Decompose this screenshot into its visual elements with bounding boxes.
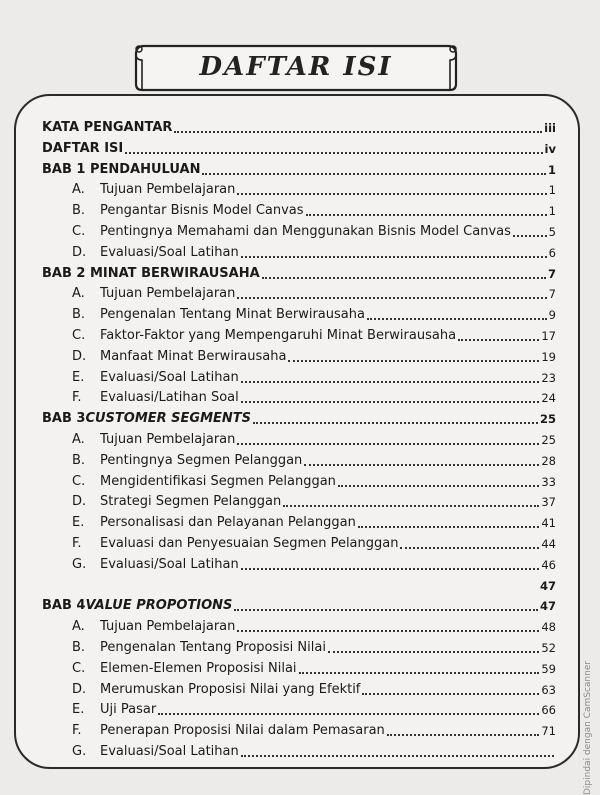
toc-label: Pengenalan Tentang Proposisi Nilai [100,640,326,655]
toc-page-number: 25 [541,433,556,447]
dot-leader [513,232,547,237]
toc-page-number: 48 [541,620,556,635]
toc-page-number: 47 [539,599,556,614]
toc-letter: F. [72,536,82,551]
dot-leader [458,336,539,341]
toc-subentry [72,366,556,386]
toc-page-number: 41 [541,516,556,531]
dot-leader [262,274,546,279]
dot-leader [237,440,539,445]
toc-label: Manfaat Minat Berwirausaha [100,348,287,364]
toc-label: Evaluasi/Soal Latihan [100,369,239,385]
toc-subentry [72,532,556,552]
toc-subentry [72,449,556,469]
toc-label: BAB 4 [42,598,86,614]
toc-entry [42,137,556,157]
dot-leader [253,419,538,424]
toc-letter: D. [72,681,87,697]
toc-label: Personalisasi dan Pelayanan Pelanggan [100,515,356,531]
dot-leader [125,149,542,154]
dot-leader [362,690,539,695]
toc-subentry [72,657,556,677]
dot-leader [234,606,538,611]
dot-leader [237,627,539,632]
toc-subentry [72,303,556,323]
toc-letter: C. [72,473,86,489]
toc-letter: F. [72,723,82,739]
toc-label: Pengantar Bisnis Model Canvas [100,203,304,219]
toc-page-number: 44 [541,537,556,551]
toc-page-number: 17 [541,329,556,343]
toc-letter: C. [72,328,86,343]
toc-label: Pengenalan Tentang Minat Berwirausaha [100,307,365,323]
toc-letter: B. [72,307,86,323]
toc-letter: E. [72,702,85,718]
toc-label: Tujuan Pembelajaran [100,432,236,447]
toc-letter: A. [72,182,85,198]
toc-subentry [72,511,556,531]
dot-leader [328,648,539,653]
toc-page-number: 59 [541,661,556,676]
toc-page-number: 7 [547,266,556,281]
toc-label: Uji Pasar [100,702,157,718]
toc-letter: E. [72,515,85,531]
toc-letter: A. [72,619,85,635]
toc-label: Tujuan Pembelajaran [100,619,236,635]
dot-leader [367,315,547,320]
toc-letter: C. [72,224,86,239]
toc-subentry [72,220,556,240]
dot-leader [306,211,547,216]
toc-page-number: 19 [541,349,556,364]
toc-letter: D. [72,244,87,260]
dot-leader [241,378,540,383]
dot-leader [358,523,540,528]
toc-letter: E. [72,369,85,385]
toc-page-number: 25 [539,412,556,427]
toc-label: BAB 1 PENDAHULUAN [42,161,201,177]
toc-letter: A. [72,286,85,302]
toc-page-number: iv [544,141,556,156]
dot-leader [174,128,542,133]
toc-entry [42,158,556,178]
toc-letter: D. [72,348,87,364]
dot-leader [283,502,539,507]
dot-leader [241,398,540,403]
toc-page-number: 1 [547,162,556,177]
dot-leader [400,544,539,549]
toc-page-number: 6 [548,245,556,260]
toc-page-number: 1 [548,204,556,219]
toc-label: Strategi Segmen Pelanggan [100,494,282,510]
toc-subentry [72,490,556,510]
toc-subentry [72,470,556,490]
toc-entry [42,116,556,136]
toc-label: BAB 3 [42,411,86,427]
toc-label: Penerapan Proposisi Nilai dalam Pemasaran [100,723,385,739]
scanner-watermark: Dipindai dengan CamScanner [583,660,593,795]
toc-page-number: 5 [548,225,556,239]
toc-label: Merumuskan Proposisi Nilai yang Efektif [100,681,361,697]
toc-letter: B. [72,640,86,655]
toc-entry [42,262,556,282]
toc-label: BAB 2 MINAT BERWIRAUSAHA [42,265,260,281]
toc-subentry [72,740,556,760]
toc-page-number: 46 [541,557,556,572]
toc-letter: B. [72,452,86,468]
toc-label: Evaluasi/Latihan Soal [100,390,239,406]
toc-page-number: iii [544,121,556,135]
toc-label: Pentingnya Memahami dan Menggunakan Bisnis Model Canvas [100,224,511,239]
toc-page-number: 71 [541,724,556,739]
toc-subentry [72,428,556,448]
toc-letter: B. [72,203,86,219]
toc-page-number: 9 [548,308,556,323]
toc-subentry [72,678,556,698]
toc-label: Tujuan Pembelajaran [100,182,236,198]
toc-subentry [72,615,556,635]
toc-label: Elemen-Elemen Proposisi Nilai [100,660,297,676]
toc-page-number: 33 [541,474,556,489]
toc-subentry [72,553,556,573]
toc-subentry [72,345,556,365]
dot-leader [338,482,539,487]
toc-label: Pentingnya Segmen Pelanggan [100,452,303,468]
toc-subentry [72,199,556,219]
dot-leader [241,752,554,757]
toc-subentry [72,282,556,302]
toc-subentry [72,241,556,261]
toc-letter: G. [72,556,87,572]
toc-label: Evaluasi/Soal Latihan [100,744,239,759]
dot-leader [202,170,546,175]
toc-label: KATA PENGANTAR [42,120,173,135]
toc-subentry [72,386,556,406]
dot-leader [387,731,540,736]
toc-page-number: 28 [541,453,556,468]
dot-leader [299,669,540,674]
toc-label: DAFTAR ISI [42,140,124,156]
page-title: DAFTAR ISI [199,52,393,82]
toc-subentry [72,324,556,344]
toc-label: Faktor-Faktor yang Mempengaruhi Minat Berwirausaha [100,328,457,343]
toc-letter: D. [72,494,87,510]
dot-leader [241,565,540,570]
toc-subentry [72,636,556,656]
toc-letter: F. [72,390,82,406]
toc-subentry [72,698,556,718]
toc-page-number: 47 [539,578,556,593]
dot-leader [304,461,539,466]
toc-page-number: 1 [548,183,556,198]
toc-label: Mengidentifikasi Segmen Pelanggan [100,473,336,489]
toc-page-number: 24 [541,391,556,406]
toc-entry [42,407,556,427]
toc-subentry [72,719,556,739]
toc-page-number: 7 [548,287,556,302]
toc-label: Evaluasi/Soal Latihan [100,556,239,572]
toc-label-italic: CUSTOMER SEGMENTS [85,411,252,427]
toc-label: Evaluasi dan Penyesuaian Segmen Pelanggan [100,536,399,551]
dot-leader [241,253,547,258]
toc-page-number: 52 [541,641,556,655]
toc-label-italic: VALUE PROPOTIONS [85,598,233,614]
toc-subentry [72,178,556,198]
dot-leader [288,357,539,362]
toc-page-number: 66 [541,703,556,718]
toc-label: Tujuan Pembelajaran [100,286,236,302]
dot-leader [158,710,539,715]
dot-leader [237,294,546,299]
toc-page-number: 37 [541,495,556,510]
toc-letter: G. [72,744,87,759]
toc-letter: C. [72,660,86,676]
toc-page-number: 23 [541,370,556,385]
toc-letter: A. [72,432,85,447]
toc-page-number: 63 [541,682,556,697]
toc-entry [42,594,556,614]
dot-leader [237,190,546,195]
toc-page-continuation [42,574,556,594]
toc-label: Evaluasi/Soal Latihan [100,244,239,260]
